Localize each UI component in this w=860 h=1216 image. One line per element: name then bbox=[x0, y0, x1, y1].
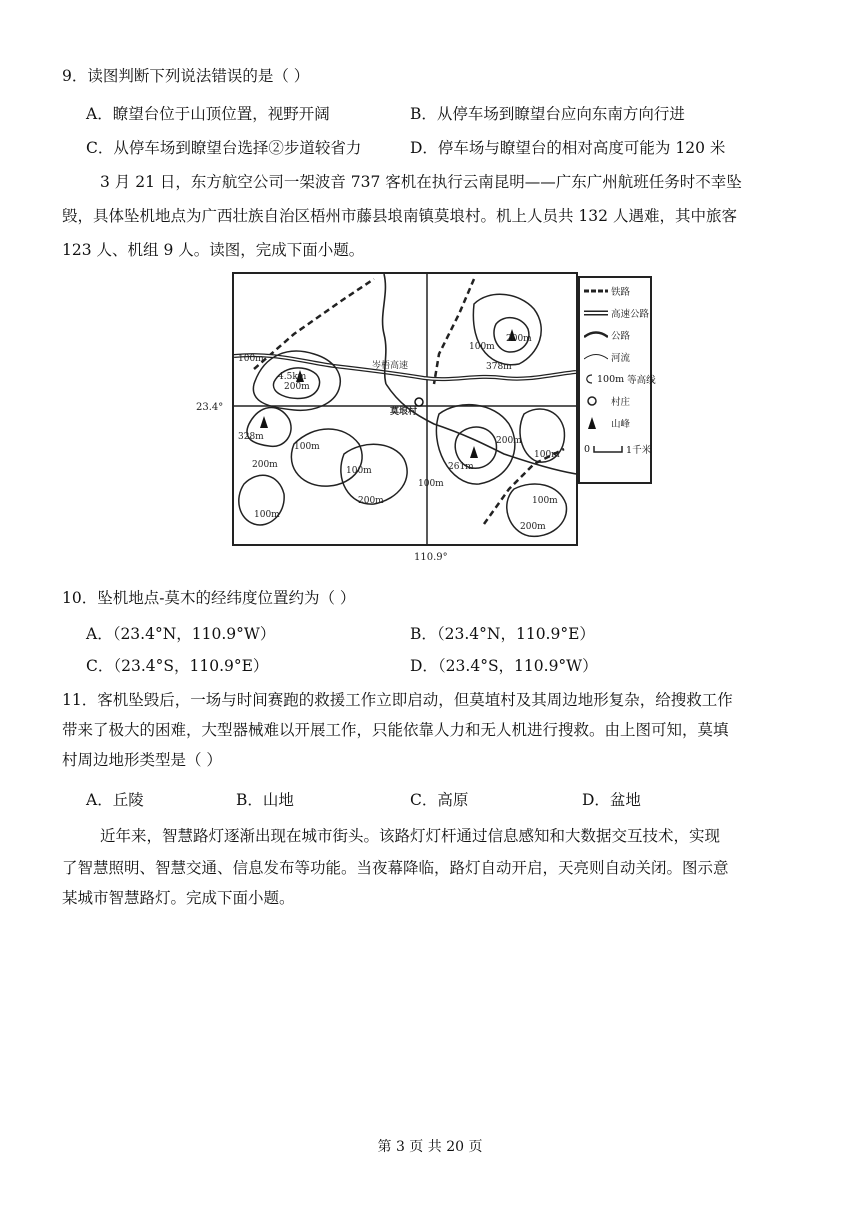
map-legend bbox=[578, 276, 656, 484]
expressway-label: 岑梧高速 bbox=[372, 361, 409, 371]
expressway-icon bbox=[584, 309, 608, 317]
q11-line1: 11．客机坠毁后，一场与时间赛跑的救援工作立即启动，但莫埴村及其周边地形复杂，给搜救工作 bbox=[62, 691, 733, 709]
railway-icon bbox=[584, 287, 608, 295]
passage1-line2: 毁，具体坠机地点为广西壮族自治区梧州市藤县埌南镇莫埌村。机上人员共 132 人遇难，其中旅客 bbox=[62, 207, 737, 225]
legend-river: 河流 bbox=[584, 350, 630, 364]
contour-label: 100m bbox=[534, 450, 560, 460]
q10-option-a: A．（23.4°N，110.9°W） bbox=[86, 625, 276, 643]
q10-option-d: D．（23.4°S，110.9°W） bbox=[410, 657, 598, 675]
road-icon bbox=[584, 331, 608, 339]
q10-option-c: C．（23.4°S，110.9°E） bbox=[86, 657, 269, 675]
longitude-label: 110.9° bbox=[414, 552, 448, 563]
map-frame bbox=[232, 272, 578, 546]
passage2-line2: 了智慧照明、智慧交通、信息发布等功能。当夜幕降临，路灯自动开启，天亮则自动关闭。图示意 bbox=[62, 859, 729, 877]
contour-label: 200m bbox=[520, 522, 546, 532]
q9-option-a: A．瞭望台位于山顶位置，视野开阔 bbox=[86, 105, 330, 123]
legend-contour: 100m 等高线 bbox=[584, 372, 656, 386]
q9-option-c: C．从停车场到瞭望台选择②步道较省力 bbox=[86, 139, 362, 157]
q9-option-b: B．从停车场到瞭望台应向东南方向行进 bbox=[410, 105, 685, 123]
contour-label: 100m bbox=[346, 466, 372, 476]
legend-village: 村庄 bbox=[584, 394, 630, 408]
q11-option-b: B．山地 bbox=[236, 791, 294, 809]
passage2-line3: 某城市智慧路灯。完成下面小题。 bbox=[62, 889, 295, 907]
q11-line3: 村周边地形类型是（ ） bbox=[62, 751, 222, 769]
scale-icon bbox=[593, 444, 623, 454]
contour-label: 100m bbox=[294, 442, 320, 452]
village-icon bbox=[584, 396, 608, 406]
contour-label: 100m bbox=[532, 496, 558, 506]
peak-label-1: 4.5km bbox=[278, 372, 307, 382]
contour-label: 200m bbox=[506, 334, 532, 344]
contour-label: 100m bbox=[469, 342, 495, 352]
contour-label: 100m bbox=[238, 354, 264, 364]
q10-stem: 10．坠机地点-莫木的经纬度位置约为（ ） bbox=[62, 589, 356, 607]
page-footer: 第 3 页 共 20 页 bbox=[377, 1139, 483, 1155]
peak-label-3: 378m bbox=[486, 362, 512, 372]
passage1-line1: 3 月 21 日，东方航空公司一架波音 737 客机在执行云南昆明——广东广州航班任务时不幸坠 bbox=[100, 173, 742, 191]
contour-label: 200m bbox=[496, 436, 522, 446]
legend-scale: 0 1千米 bbox=[584, 443, 652, 456]
village-label: 莫埌村 bbox=[390, 407, 418, 417]
legend-road: 公路 bbox=[584, 328, 630, 342]
topographic-map bbox=[232, 272, 656, 548]
passage1-line3: 123 人、机组 9 人。读图，完成下面小题。 bbox=[62, 241, 365, 259]
q11-option-c: C．高原 bbox=[410, 791, 469, 809]
contour-icon bbox=[584, 374, 594, 384]
contour-label: 200m bbox=[358, 496, 384, 506]
q10-option-b: B．（23.4°N，110.9°E） bbox=[410, 625, 595, 643]
q11-line2: 带来了极大的困难，大型器械难以开展工作，只能依靠人力和无人机进行搜救。由上图可知，莫填 bbox=[62, 721, 729, 739]
latitude-label: 23.4° bbox=[196, 402, 224, 413]
legend-railway: 铁路 bbox=[584, 284, 630, 298]
q9-stem: 9．读图判断下列说法错误的是（ ） bbox=[62, 67, 310, 85]
peak-icon bbox=[584, 417, 608, 429]
contour-label: 200m bbox=[252, 460, 278, 470]
peak-label-2: 328m bbox=[238, 432, 264, 442]
q9-option-d: D．停车场与瞭望台的相对高度可能为 120 米 bbox=[410, 139, 726, 157]
peak-label-4: 261m bbox=[448, 462, 474, 472]
contour-label: 100m bbox=[418, 479, 444, 489]
river-icon bbox=[584, 353, 608, 361]
q11-option-d: D．盆地 bbox=[582, 791, 641, 809]
legend-peak: 山峰 bbox=[584, 416, 630, 430]
contour-label: 100m bbox=[254, 510, 280, 520]
contour-label: 200m bbox=[284, 382, 310, 392]
legend-expressway: 高速公路 bbox=[584, 306, 649, 320]
q11-option-a: A．丘陵 bbox=[86, 791, 144, 809]
passage2-line1: 近年来，智慧路灯逐渐出现在城市街头。该路灯灯杆通过信息感知和大数据交互技术，实现 bbox=[100, 827, 721, 845]
